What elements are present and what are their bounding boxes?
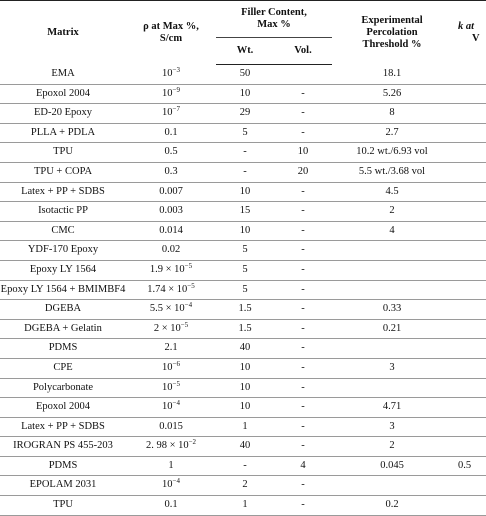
cell-rho: 1: [126, 456, 216, 476]
cell-rho: $10^{-6}$: [126, 358, 216, 378]
cell-matrix: Epoxol 2004: [0, 398, 126, 418]
cell-matrix: EMA: [0, 65, 126, 85]
cell-matrix: Isotactic PP: [0, 202, 126, 222]
cell-wt: -: [216, 456, 274, 476]
rho-exponent: −5: [184, 261, 193, 270]
cell-k: [452, 437, 486, 457]
table-row: [0, 496, 486, 516]
cell-wt: 29: [216, 104, 274, 124]
rho-exponent: −4: [172, 399, 180, 408]
cell-k: [452, 123, 486, 143]
cell-k: [452, 319, 486, 339]
cell-vol: -: [274, 476, 332, 496]
header-filler-content: Filler Content, Max %: [216, 1, 332, 38]
cell-threshold: [332, 280, 452, 300]
cell-k: [452, 143, 486, 163]
cell-threshold: 2.7: [332, 123, 452, 143]
table-row: [0, 437, 486, 457]
cell-threshold: 3: [332, 358, 452, 378]
cell-wt: 10: [216, 398, 274, 418]
table-row: [0, 378, 486, 398]
cell-wt: -: [216, 143, 274, 163]
cell-vol: -: [274, 104, 332, 124]
table-row: [0, 398, 486, 418]
cell-k: [452, 84, 486, 104]
cell-matrix: PLLA + PDLA: [0, 123, 126, 143]
cell-k: [452, 280, 486, 300]
table-row: [0, 456, 486, 476]
rho-exponent: −6: [172, 359, 180, 368]
cell-rho: $10^{-7}$: [126, 104, 216, 124]
cell-matrix: EPOLAM 2031: [0, 476, 126, 496]
cell-threshold: 2: [332, 437, 452, 457]
cell-wt: 10: [216, 221, 274, 241]
table-row: [0, 65, 486, 85]
rho-exponent: −4: [172, 477, 180, 486]
cell-k: [452, 398, 486, 418]
cell-threshold: [332, 260, 452, 280]
table-row: [0, 221, 486, 241]
cell-vol: -: [274, 280, 332, 300]
cell-k: [452, 162, 486, 182]
cell-vol: -: [274, 358, 332, 378]
cell-vol: -: [274, 319, 332, 339]
cell-threshold: 5.5 wt./3.68 vol: [332, 162, 452, 182]
cell-threshold: 8: [332, 104, 452, 124]
cell-matrix: TPU + COPA: [0, 162, 126, 182]
cell-matrix: Epoxy LY 1564: [0, 260, 126, 280]
cell-k: 0.5: [452, 456, 486, 476]
cell-wt: 1: [216, 496, 274, 516]
cell-vol: -: [274, 437, 332, 457]
cell-vol: -: [274, 339, 332, 359]
cell-rho: $10^{-9}$: [126, 84, 216, 104]
cell-rho: $1.9 \times 10^{-5}$: [126, 260, 216, 280]
cell-vol: 20: [274, 162, 332, 182]
cell-wt: 15: [216, 202, 274, 222]
cell-wt: 10: [216, 358, 274, 378]
cell-wt: 1: [216, 417, 274, 437]
cell-wt: 5: [216, 280, 274, 300]
table-header: [0, 1, 486, 65]
cell-rho: $2 \times 10^{-5}$: [126, 319, 216, 339]
header-wt: Wt.: [216, 38, 274, 65]
table-row: [0, 123, 486, 143]
cell-wt: 10: [216, 378, 274, 398]
rho-exponent: −4: [184, 301, 193, 310]
table-row: [0, 260, 486, 280]
rho-exponent: −5: [172, 379, 180, 388]
cell-matrix: YDF-170 Epoxy: [0, 241, 126, 261]
cell-wt: 50: [216, 65, 274, 85]
table-row: [0, 300, 486, 320]
cell-matrix: PDMS: [0, 456, 126, 476]
header-threshold: Experimental Percolation Threshold %: [361, 14, 423, 50]
cell-matrix: TPU: [0, 496, 126, 516]
table-row: [0, 319, 486, 339]
cell-threshold: 0.045: [332, 456, 452, 476]
cell-vol: -: [274, 123, 332, 143]
cell-wt: 5: [216, 260, 274, 280]
cell-matrix: ED-20 Epoxy: [0, 104, 126, 124]
cell-vol: -: [274, 378, 332, 398]
cell-rho: 0.015: [126, 417, 216, 437]
cell-k: [452, 182, 486, 202]
cell-wt: 40: [216, 339, 274, 359]
cell-rho: 0.014: [126, 221, 216, 241]
cell-matrix: Latex + PP + SDBS: [0, 417, 126, 437]
cell-threshold: 0.33: [332, 300, 452, 320]
table-row: [0, 241, 486, 261]
cell-k: [452, 378, 486, 398]
cell-vol: -: [274, 300, 332, 320]
cell-rho: 0.02: [126, 241, 216, 261]
table-row: [0, 162, 486, 182]
cell-k: [452, 260, 486, 280]
header-k: k at V: [458, 20, 480, 44]
cell-wt: 10: [216, 84, 274, 104]
header-rho: ρ at Max %, S/cm: [143, 20, 199, 44]
rho-exponent: −2: [188, 438, 197, 447]
cell-threshold: 18.1: [332, 65, 452, 85]
rho-exponent: −5: [187, 281, 195, 290]
header-row-top: [0, 1, 486, 38]
table-row: [0, 280, 486, 300]
table-row: [0, 143, 486, 163]
rho-exponent: −3: [172, 65, 180, 74]
cell-threshold: 3: [332, 417, 452, 437]
cell-k: [452, 358, 486, 378]
cell-matrix: DGEBA + Gelatin: [0, 319, 126, 339]
cell-rho: 0.1: [126, 123, 216, 143]
cell-k: [452, 339, 486, 359]
table-row: [0, 182, 486, 202]
cell-matrix: CPE: [0, 358, 126, 378]
rho-exponent: −7: [172, 105, 180, 114]
table-body: [0, 65, 486, 516]
table-row: [0, 339, 486, 359]
cell-vol: -: [274, 398, 332, 418]
cell-threshold: 4: [332, 221, 452, 241]
cell-vol: -: [274, 221, 332, 241]
cell-matrix: Epoxy LY 1564 + BMIMBF4: [0, 280, 126, 300]
cell-threshold: 2: [332, 202, 452, 222]
cell-vol: -: [274, 496, 332, 516]
cell-k: [452, 496, 486, 516]
cell-matrix: PDMS: [0, 339, 126, 359]
cell-vol: -: [274, 182, 332, 202]
rho-exponent: −5: [180, 320, 189, 329]
cell-threshold: 5.26: [332, 84, 452, 104]
cell-k: [452, 104, 486, 124]
cell-k: [452, 300, 486, 320]
cell-matrix: DGEBA: [0, 300, 126, 320]
cell-rho: $10^{-3}$: [126, 65, 216, 85]
cell-threshold: [332, 241, 452, 261]
cell-threshold: 4.71: [332, 398, 452, 418]
cell-matrix: IROGRAN PS 455-203: [0, 437, 126, 457]
cell-matrix: Polycarbonate: [0, 378, 126, 398]
cell-matrix: CMC: [0, 221, 126, 241]
table-row: [0, 202, 486, 222]
cell-wt: 5: [216, 241, 274, 261]
cell-threshold: 0.2: [332, 496, 452, 516]
cell-wt: 2: [216, 476, 274, 496]
cell-threshold: 4.5: [332, 182, 452, 202]
cell-rho: 2. $98 \times 10^{-2}$: [126, 437, 216, 457]
cell-rho: 2.1: [126, 339, 216, 359]
table-row: [0, 417, 486, 437]
header-matrix: Matrix: [47, 26, 79, 38]
cell-matrix: Epoxol 2004: [0, 84, 126, 104]
rho-exponent: −9: [172, 85, 180, 94]
table-row: [0, 476, 486, 496]
cell-wt: 40: [216, 437, 274, 457]
cell-wt: 1.5: [216, 319, 274, 339]
cell-wt: 10: [216, 182, 274, 202]
cell-vol: -: [274, 260, 332, 280]
cell-vol: 4: [274, 456, 332, 476]
cell-k: [452, 417, 486, 437]
cell-vol: -: [274, 84, 332, 104]
cell-k: [452, 476, 486, 496]
cell-k: [452, 65, 486, 85]
table-row: [0, 358, 486, 378]
cell-wt: -: [216, 162, 274, 182]
cell-rho: $10^{-4}$: [126, 476, 216, 496]
cell-vol: 10: [274, 143, 332, 163]
cell-threshold: [332, 378, 452, 398]
cell-rho: 0.5: [126, 143, 216, 163]
cell-k: [452, 202, 486, 222]
table-row: [0, 104, 486, 124]
table-row: [0, 84, 486, 104]
header-vol: Vol.: [274, 38, 332, 65]
cell-k: [452, 241, 486, 261]
cell-wt: 1.5: [216, 300, 274, 320]
cell-vol: -: [274, 241, 332, 261]
cell-rho: $5.5 \times 10^{-4}$: [126, 300, 216, 320]
cell-threshold: [332, 339, 452, 359]
cell-threshold: 10.2 wt./6.93 vol: [332, 143, 452, 163]
cell-matrix: Latex + PP + SDBS: [0, 182, 126, 202]
cell-rho: 0.007: [126, 182, 216, 202]
cell-threshold: [332, 476, 452, 496]
cell-rho: $10^{-5}$: [126, 378, 216, 398]
cell-rho: 0.003: [126, 202, 216, 222]
cell-vol: -: [274, 202, 332, 222]
cell-k: [452, 221, 486, 241]
cell-wt: 5: [216, 123, 274, 143]
cell-matrix: TPU: [0, 143, 126, 163]
cell-rho: 0.3: [126, 162, 216, 182]
cell-vol: -: [274, 417, 332, 437]
cell-threshold: 0.21: [332, 319, 452, 339]
cell-vol: [274, 65, 332, 85]
cell-rho: 0.1: [126, 496, 216, 516]
cell-rho: $1.74 \times 10^{-5}$: [126, 280, 216, 300]
cell-rho: $10^{-4}$: [126, 398, 216, 418]
